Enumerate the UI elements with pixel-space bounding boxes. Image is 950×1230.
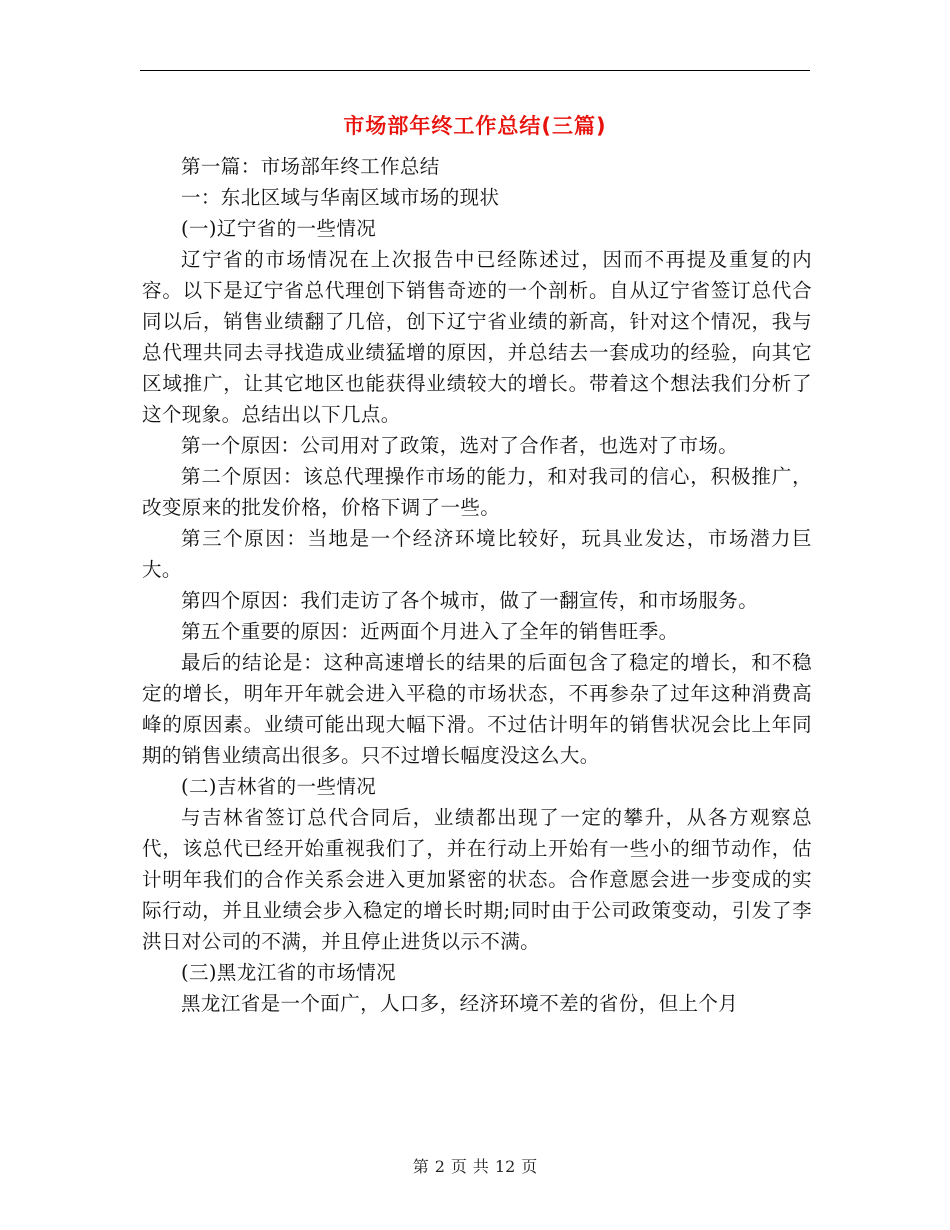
- footer-prefix: 第: [412, 1157, 429, 1176]
- footer-suffix: 页: [521, 1157, 538, 1176]
- footer-page-word: 页: [450, 1157, 467, 1176]
- document-body: [142, 151, 812, 1019]
- paragraph: 第三个原因：当地是一个经济环境比较好，玩具业发达，市场潜力巨大。: [142, 527, 812, 581]
- paragraph: 第四个原因：我们走访了各个城市，做了一翻宣传，和市场服务。: [181, 589, 759, 612]
- footer-total-prefix: 共: [472, 1157, 489, 1176]
- total-pages-number: 12: [494, 1157, 516, 1176]
- paragraph: 第二个原因：该总代理操作市场的能力，和对我司的信心，积极推广，改变原来的批发价格，价格下调了一些。: [142, 465, 812, 519]
- paragraph: 第五个重要的原因：近两面个月进入了全年的销售旺季。: [181, 620, 679, 643]
- page-footer: [0, 1154, 950, 1177]
- paragraph: (二)吉林省的一些情况: [181, 775, 377, 798]
- paragraph: 黑龙江省是一个面广，人口多，经济环境不差的省份，但上个月: [181, 992, 739, 1015]
- header-rule: [140, 70, 810, 71]
- paragraph: 最后的结论是：这种高速增长的结果的后面包含了稳定的增长，和不稳定的增长，明年开年就会进入平稳的市场状态，不再参杂了过年这种消费高峰的原因素。业绩可能出现大幅下滑。不过估计明年的销售状况会比上年同期的销售业绩高出很多。只不过增长幅度没这么大。: [142, 651, 812, 767]
- current-page-number: 2: [434, 1157, 445, 1176]
- paragraph: (三)黑龙江省的市场情况: [181, 961, 397, 984]
- paragraph: 辽宁省的市场情况在上次报告中已经陈述过，因而不再提及重复的内容。以下是辽宁省总代理创下销售奇迹的一个剖析。自从辽宁省签订总代合同以后，销售业绩翻了几倍，创下辽宁省业绩的新高，针对这个情况，我与总代理共同去寻找造成业绩猛增的原因，并总结去一套成功的经验，向其它区域推广，让其它地区也能获得业绩较大的增长。带着这个想法我们分析了这个现象。总结出以下几点。: [142, 248, 812, 426]
- paragraph: 第一个原因：公司用对了政策，选对了合作者，也选对了市场。: [181, 434, 739, 457]
- paragraph: 第一篇：市场部年终工作总结: [181, 155, 440, 178]
- paragraph: (一)辽宁省的一些情况: [181, 217, 377, 240]
- paragraph: 一：东北区域与华南区域市场的现状: [181, 186, 500, 209]
- paragraph: 与吉林省签订总代合同后，业绩都出现了一定的攀升，从各方观察总代，该总代已经开始重视我们了，并在行动上开始有一些小的细节动作，估计明年我们的合作关系会进入更加紧密的状态。合作意愿会进一步变成的实际行动，并且业绩会步入稳定的增长时期;同时由于公司政策变动，引发了李洪日对公司的不满，并且停止进货以示不满。: [142, 806, 812, 953]
- document-title: 市场部年终工作总结(三篇): [343, 114, 607, 138]
